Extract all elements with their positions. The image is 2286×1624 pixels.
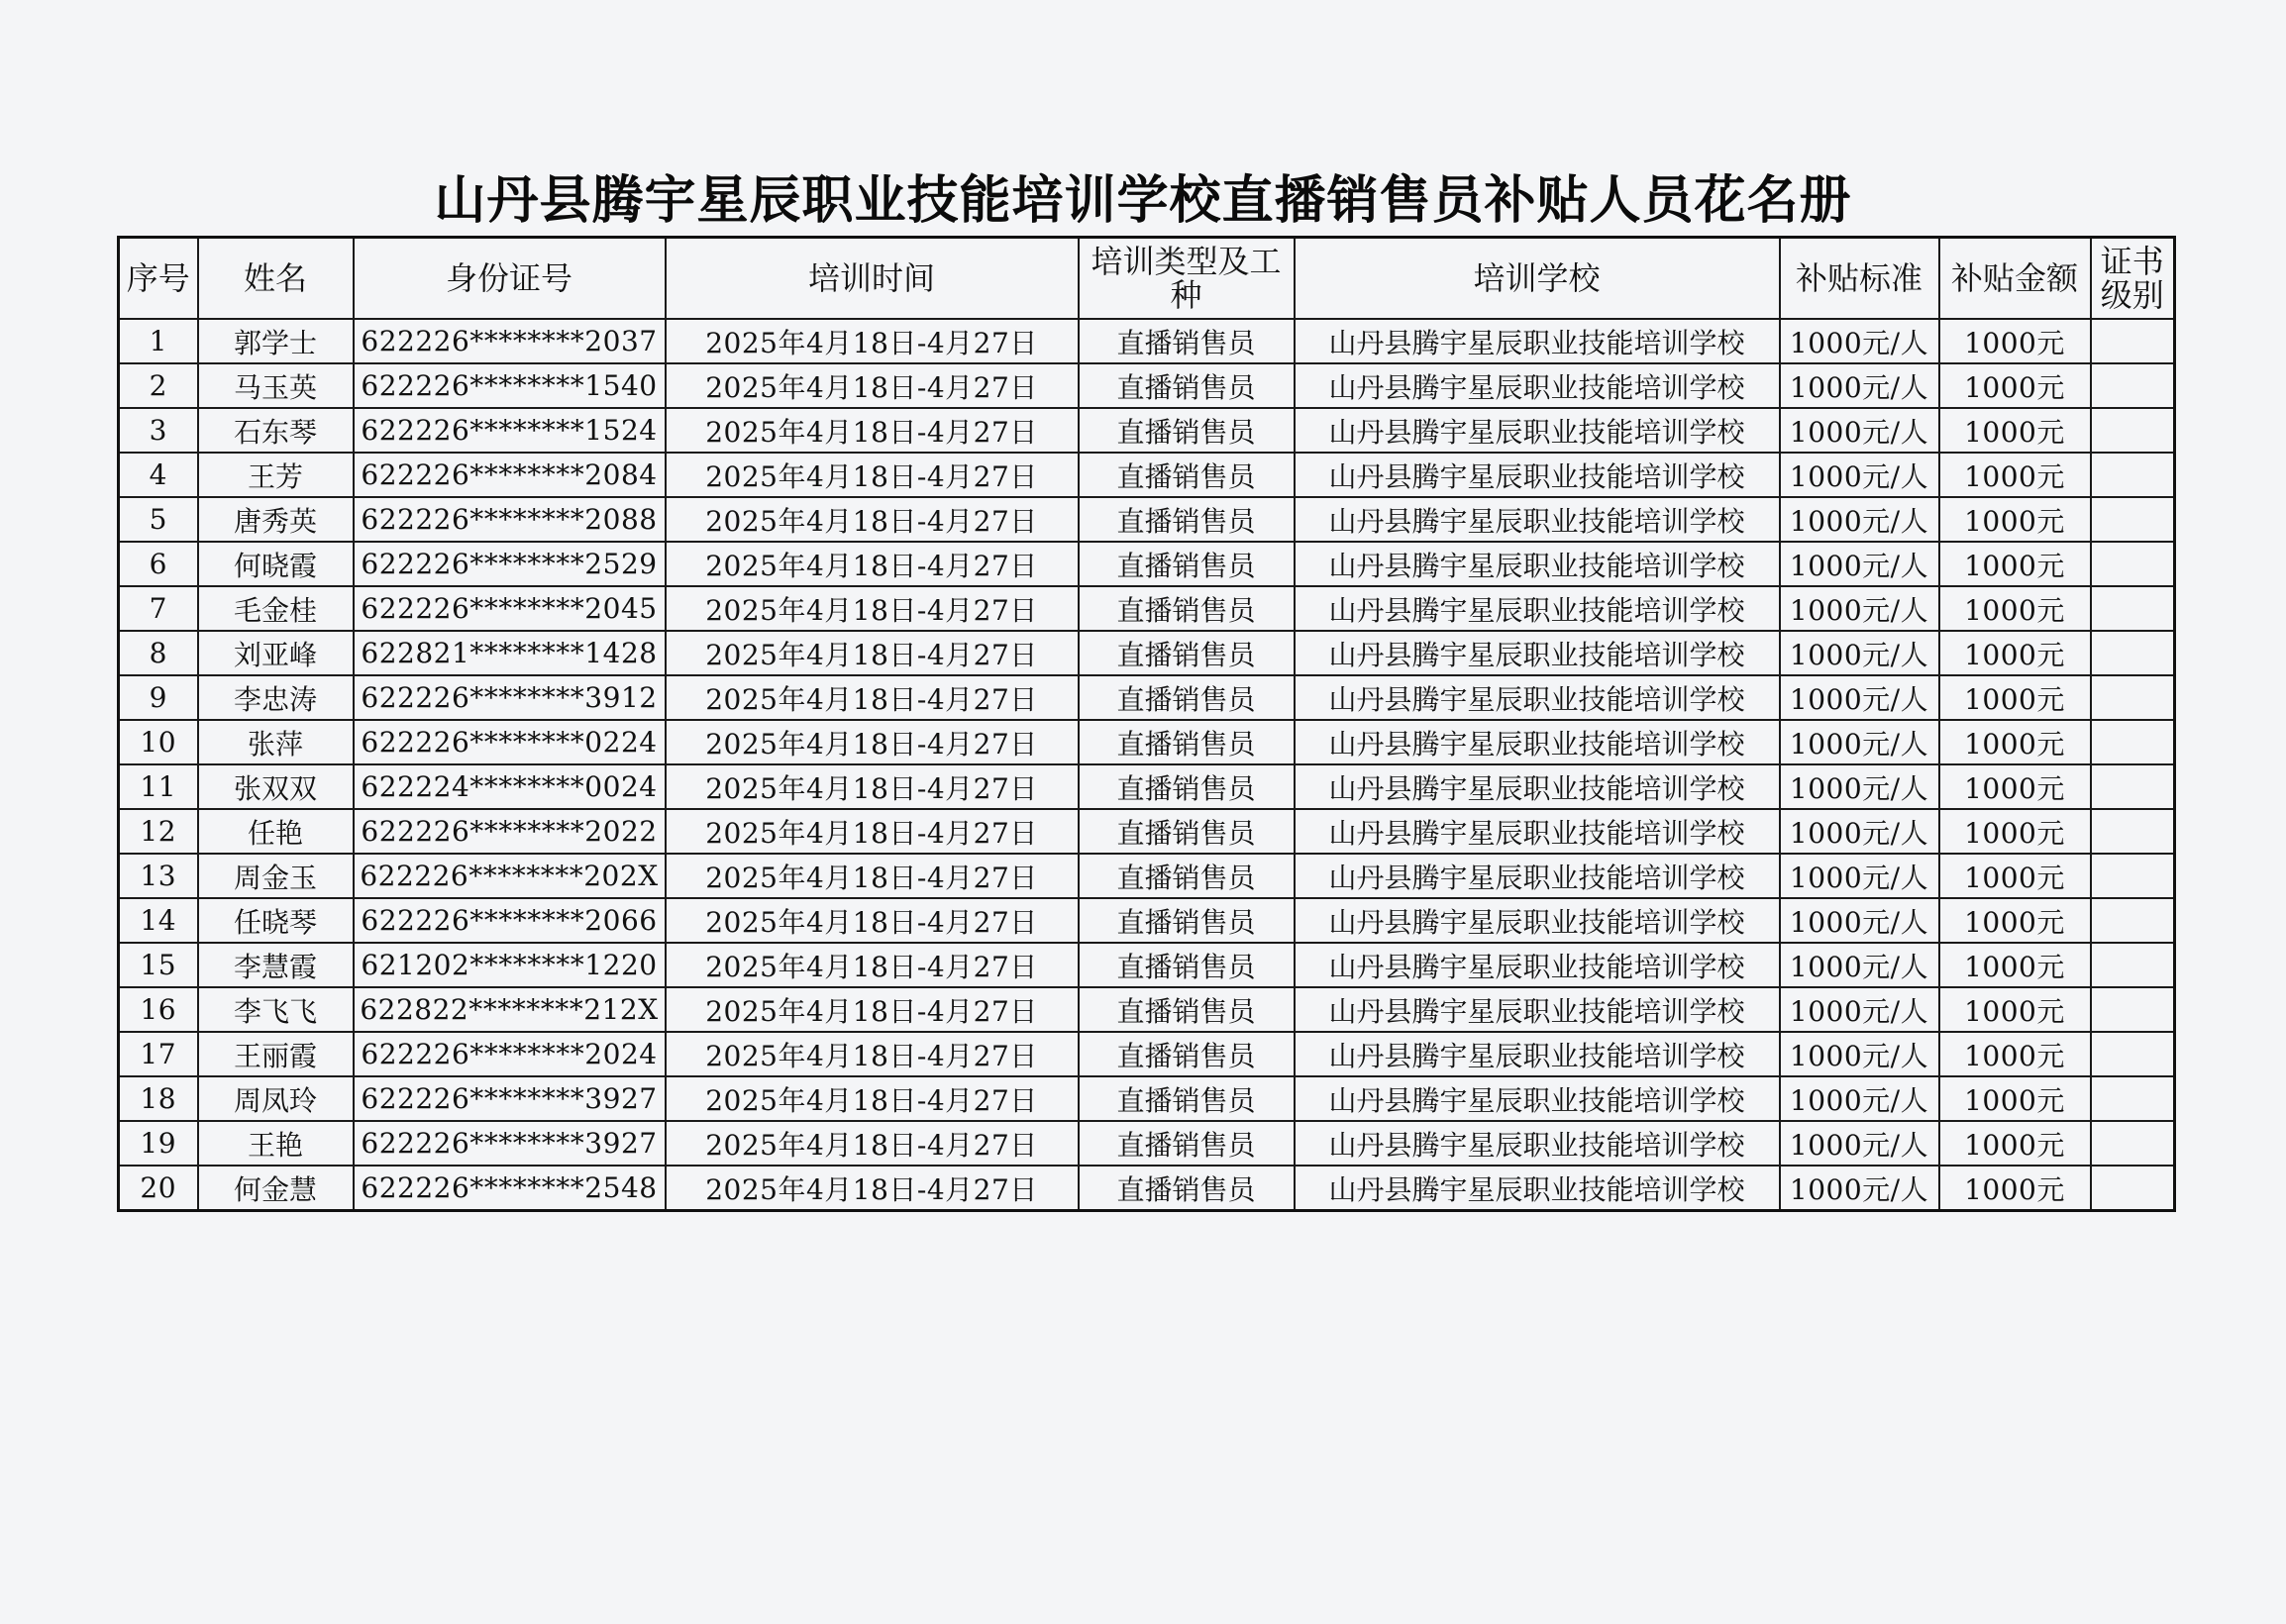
cell-seq: 9 xyxy=(119,675,198,720)
table-row xyxy=(119,987,2175,1032)
cell-training-time: 2025年4月18日-4月27日 xyxy=(666,542,1079,586)
cell-subsidy-amount: 1000元 xyxy=(1939,675,2091,720)
cell-certificate-level xyxy=(2091,764,2175,809)
cell-id-number: 622226********2084 xyxy=(354,453,666,497)
cell-training-type: 直播销售员 xyxy=(1079,363,1295,408)
cell-id-number: 622226********202X xyxy=(354,854,666,898)
cell-training-school: 山丹县腾宇星辰职业技能培训学校 xyxy=(1295,809,1780,854)
cell-subsidy-standard: 1000元/人 xyxy=(1780,987,1939,1032)
cell-seq: 18 xyxy=(119,1076,198,1121)
cell-training-time: 2025年4月18日-4月27日 xyxy=(666,809,1079,854)
cell-seq: 5 xyxy=(119,497,198,542)
cell-certificate-level xyxy=(2091,720,2175,764)
cell-training-type: 直播销售员 xyxy=(1079,809,1295,854)
cell-id-number: 622226********2045 xyxy=(354,586,666,631)
cell-training-time: 2025年4月18日-4月27日 xyxy=(666,1076,1079,1121)
cell-training-school: 山丹县腾宇星辰职业技能培训学校 xyxy=(1295,542,1780,586)
cell-name: 刘亚峰 xyxy=(198,631,354,675)
cell-subsidy-amount: 1000元 xyxy=(1939,542,2091,586)
header-seq: 序号 xyxy=(119,238,198,320)
cell-subsidy-standard: 1000元/人 xyxy=(1780,363,1939,408)
cell-certificate-level xyxy=(2091,319,2175,363)
cell-subsidy-amount: 1000元 xyxy=(1939,720,2091,764)
cell-seq: 4 xyxy=(119,453,198,497)
roster-table xyxy=(117,236,2176,1212)
header-training-type: 培训类型及工种 xyxy=(1079,238,1295,320)
cell-certificate-level xyxy=(2091,854,2175,898)
cell-seq: 10 xyxy=(119,720,198,764)
cell-subsidy-amount: 1000元 xyxy=(1939,854,2091,898)
table-row xyxy=(119,943,2175,987)
cell-name: 任艳 xyxy=(198,809,354,854)
cell-certificate-level xyxy=(2091,987,2175,1032)
table-row xyxy=(119,542,2175,586)
cell-name: 周金玉 xyxy=(198,854,354,898)
cell-name: 何金慧 xyxy=(198,1166,354,1211)
cell-training-type: 直播销售员 xyxy=(1079,854,1295,898)
cell-subsidy-amount: 1000元 xyxy=(1939,497,2091,542)
cell-name: 李慧霞 xyxy=(198,943,354,987)
cell-training-time: 2025年4月18日-4月27日 xyxy=(666,1166,1079,1211)
cell-name: 马玉英 xyxy=(198,363,354,408)
header-subsidy-amount: 补贴金额 xyxy=(1939,238,2091,320)
table-row xyxy=(119,854,2175,898)
cell-seq: 8 xyxy=(119,631,198,675)
cell-subsidy-amount: 1000元 xyxy=(1939,1076,2091,1121)
table-row xyxy=(119,586,2175,631)
cell-id-number: 622226********2022 xyxy=(354,809,666,854)
cell-id-number: 622821********1428 xyxy=(354,631,666,675)
cell-id-number: 622226********2088 xyxy=(354,497,666,542)
cell-training-type: 直播销售员 xyxy=(1079,1076,1295,1121)
cell-subsidy-amount: 1000元 xyxy=(1939,586,2091,631)
cell-training-type: 直播销售员 xyxy=(1079,453,1295,497)
cell-id-number: 622226********3927 xyxy=(354,1121,666,1166)
cell-training-type: 直播销售员 xyxy=(1079,943,1295,987)
cell-training-time: 2025年4月18日-4月27日 xyxy=(666,453,1079,497)
cell-name: 王芳 xyxy=(198,453,354,497)
cell-seq: 14 xyxy=(119,898,198,943)
cell-seq: 11 xyxy=(119,764,198,809)
cell-certificate-level xyxy=(2091,1121,2175,1166)
cell-training-school: 山丹县腾宇星辰职业技能培训学校 xyxy=(1295,987,1780,1032)
header-id-number: 身份证号 xyxy=(354,238,666,320)
cell-training-time: 2025年4月18日-4月27日 xyxy=(666,943,1079,987)
cell-name: 任晓琴 xyxy=(198,898,354,943)
header-row xyxy=(119,238,2175,320)
cell-training-time: 2025年4月18日-4月27日 xyxy=(666,319,1079,363)
cell-subsidy-amount: 1000元 xyxy=(1939,453,2091,497)
cell-id-number: 621202********1220 xyxy=(354,943,666,987)
cell-name: 张萍 xyxy=(198,720,354,764)
cell-id-number: 622226********3912 xyxy=(354,675,666,720)
cell-certificate-level xyxy=(2091,809,2175,854)
cell-certificate-level xyxy=(2091,1076,2175,1121)
cell-training-school: 山丹县腾宇星辰职业技能培训学校 xyxy=(1295,586,1780,631)
cell-id-number: 622226********1540 xyxy=(354,363,666,408)
cell-name: 王丽霞 xyxy=(198,1032,354,1076)
document-title: 山丹县腾宇星辰职业技能培训学校直播销售员补贴人员花名册 xyxy=(434,171,1852,231)
cell-training-time: 2025年4月18日-4月27日 xyxy=(666,898,1079,943)
cell-subsidy-standard: 1000元/人 xyxy=(1780,1121,1939,1166)
cell-training-school: 山丹县腾宇星辰职业技能培训学校 xyxy=(1295,898,1780,943)
cell-certificate-level xyxy=(2091,363,2175,408)
cell-id-number: 622224********0024 xyxy=(354,764,666,809)
cell-certificate-level xyxy=(2091,1166,2175,1211)
cell-certificate-level xyxy=(2091,675,2175,720)
cell-seq: 13 xyxy=(119,854,198,898)
cell-id-number: 622226********2037 xyxy=(354,319,666,363)
cell-certificate-level xyxy=(2091,586,2175,631)
cell-subsidy-amount: 1000元 xyxy=(1939,943,2091,987)
cell-training-school: 山丹县腾宇星辰职业技能培训学校 xyxy=(1295,1076,1780,1121)
cell-certificate-level xyxy=(2091,943,2175,987)
table-row xyxy=(119,631,2175,675)
table-row xyxy=(119,675,2175,720)
table-row xyxy=(119,809,2175,854)
cell-training-time: 2025年4月18日-4月27日 xyxy=(666,1032,1079,1076)
cell-subsidy-standard: 1000元/人 xyxy=(1780,408,1939,453)
cell-subsidy-amount: 1000元 xyxy=(1939,809,2091,854)
cell-id-number: 622226********3927 xyxy=(354,1076,666,1121)
cell-seq: 3 xyxy=(119,408,198,453)
cell-subsidy-amount: 1000元 xyxy=(1939,408,2091,453)
cell-name: 唐秀英 xyxy=(198,497,354,542)
cell-subsidy-standard: 1000元/人 xyxy=(1780,319,1939,363)
cell-subsidy-standard: 1000元/人 xyxy=(1780,809,1939,854)
header-certificate-level: 证书级别 xyxy=(2091,238,2175,320)
cell-seq: 1 xyxy=(119,319,198,363)
cell-seq: 15 xyxy=(119,943,198,987)
cell-training-school: 山丹县腾宇星辰职业技能培训学校 xyxy=(1295,497,1780,542)
table-row xyxy=(119,898,2175,943)
cell-subsidy-standard: 1000元/人 xyxy=(1780,631,1939,675)
cell-training-school: 山丹县腾宇星辰职业技能培训学校 xyxy=(1295,675,1780,720)
cell-training-time: 2025年4月18日-4月27日 xyxy=(666,1121,1079,1166)
cell-subsidy-standard: 1000元/人 xyxy=(1780,898,1939,943)
cell-subsidy-standard: 1000元/人 xyxy=(1780,854,1939,898)
cell-subsidy-amount: 1000元 xyxy=(1939,1166,2091,1211)
cell-seq: 6 xyxy=(119,542,198,586)
cell-training-type: 直播销售员 xyxy=(1079,987,1295,1032)
table-row xyxy=(119,764,2175,809)
cell-training-time: 2025年4月18日-4月27日 xyxy=(666,363,1079,408)
cell-name: 张双双 xyxy=(198,764,354,809)
cell-training-type: 直播销售员 xyxy=(1079,542,1295,586)
cell-subsidy-standard: 1000元/人 xyxy=(1780,453,1939,497)
cell-id-number: 622226********2529 xyxy=(354,542,666,586)
cell-subsidy-standard: 1000元/人 xyxy=(1780,764,1939,809)
cell-training-time: 2025年4月18日-4月27日 xyxy=(666,586,1079,631)
table-row xyxy=(119,408,2175,453)
cell-training-school: 山丹县腾宇星辰职业技能培训学校 xyxy=(1295,408,1780,453)
cell-subsidy-standard: 1000元/人 xyxy=(1780,1076,1939,1121)
cell-training-school: 山丹县腾宇星辰职业技能培训学校 xyxy=(1295,363,1780,408)
cell-name: 王艳 xyxy=(198,1121,354,1166)
cell-training-time: 2025年4月18日-4月27日 xyxy=(666,854,1079,898)
cell-training-time: 2025年4月18日-4月27日 xyxy=(666,764,1079,809)
header-training-school: 培训学校 xyxy=(1295,238,1780,320)
cell-training-type: 直播销售员 xyxy=(1079,319,1295,363)
cell-training-type: 直播销售员 xyxy=(1079,497,1295,542)
cell-training-time: 2025年4月18日-4月27日 xyxy=(666,497,1079,542)
cell-seq: 20 xyxy=(119,1166,198,1211)
cell-subsidy-amount: 1000元 xyxy=(1939,1121,2091,1166)
cell-training-type: 直播销售员 xyxy=(1079,675,1295,720)
cell-training-time: 2025年4月18日-4月27日 xyxy=(666,408,1079,453)
cell-subsidy-amount: 1000元 xyxy=(1939,898,2091,943)
table-row xyxy=(119,363,2175,408)
cell-subsidy-standard: 1000元/人 xyxy=(1780,1166,1939,1211)
cell-training-time: 2025年4月18日-4月27日 xyxy=(666,631,1079,675)
table-row xyxy=(119,1166,2175,1211)
cell-id-number: 622226********0224 xyxy=(354,720,666,764)
cell-id-number: 622822********212X xyxy=(354,987,666,1032)
cell-name: 周凤玲 xyxy=(198,1076,354,1121)
cell-subsidy-standard: 1000元/人 xyxy=(1780,943,1939,987)
cell-subsidy-amount: 1000元 xyxy=(1939,363,2091,408)
cell-certificate-level xyxy=(2091,542,2175,586)
header-name: 姓名 xyxy=(198,238,354,320)
cell-id-number: 622226********2024 xyxy=(354,1032,666,1076)
cell-certificate-level xyxy=(2091,408,2175,453)
cell-subsidy-standard: 1000元/人 xyxy=(1780,1032,1939,1076)
cell-name: 毛金桂 xyxy=(198,586,354,631)
cell-seq: 2 xyxy=(119,363,198,408)
cell-seq: 12 xyxy=(119,809,198,854)
cell-id-number: 622226********2548 xyxy=(354,1166,666,1211)
cell-certificate-level xyxy=(2091,453,2175,497)
cell-seq: 7 xyxy=(119,586,198,631)
header-subsidy-standard: 补贴标准 xyxy=(1780,238,1939,320)
cell-name: 李飞飞 xyxy=(198,987,354,1032)
cell-training-school: 山丹县腾宇星辰职业技能培训学校 xyxy=(1295,1121,1780,1166)
cell-name: 李忠涛 xyxy=(198,675,354,720)
cell-id-number: 622226********1524 xyxy=(354,408,666,453)
cell-training-type: 直播销售员 xyxy=(1079,720,1295,764)
cell-training-school: 山丹县腾宇星辰职业技能培训学校 xyxy=(1295,453,1780,497)
cell-certificate-level xyxy=(2091,631,2175,675)
cell-training-school: 山丹县腾宇星辰职业技能培训学校 xyxy=(1295,764,1780,809)
table-row xyxy=(119,319,2175,363)
cell-training-school: 山丹县腾宇星辰职业技能培训学校 xyxy=(1295,319,1780,363)
cell-name: 何晓霞 xyxy=(198,542,354,586)
table-row xyxy=(119,1121,2175,1166)
cell-training-type: 直播销售员 xyxy=(1079,1166,1295,1211)
cell-training-school: 山丹县腾宇星辰职业技能培训学校 xyxy=(1295,943,1780,987)
cell-training-type: 直播销售员 xyxy=(1079,631,1295,675)
cell-training-time: 2025年4月18日-4月27日 xyxy=(666,720,1079,764)
cell-training-school: 山丹县腾宇星辰职业技能培训学校 xyxy=(1295,854,1780,898)
cell-subsidy-standard: 1000元/人 xyxy=(1780,497,1939,542)
table-row xyxy=(119,720,2175,764)
cell-training-time: 2025年4月18日-4月27日 xyxy=(666,675,1079,720)
cell-id-number: 622226********2066 xyxy=(354,898,666,943)
cell-subsidy-amount: 1000元 xyxy=(1939,987,2091,1032)
header-training-time: 培训时间 xyxy=(666,238,1079,320)
roster-body xyxy=(119,319,2175,1211)
cell-training-type: 直播销售员 xyxy=(1079,408,1295,453)
cell-training-type: 直播销售员 xyxy=(1079,1032,1295,1076)
cell-training-school: 山丹县腾宇星辰职业技能培训学校 xyxy=(1295,720,1780,764)
cell-training-type: 直播销售员 xyxy=(1079,1121,1295,1166)
cell-training-type: 直播销售员 xyxy=(1079,586,1295,631)
cell-training-time: 2025年4月18日-4月27日 xyxy=(666,987,1079,1032)
cell-certificate-level xyxy=(2091,898,2175,943)
cell-certificate-level xyxy=(2091,497,2175,542)
cell-subsidy-amount: 1000元 xyxy=(1939,1032,2091,1076)
cell-seq: 17 xyxy=(119,1032,198,1076)
cell-subsidy-amount: 1000元 xyxy=(1939,764,2091,809)
cell-training-type: 直播销售员 xyxy=(1079,898,1295,943)
table-row xyxy=(119,1076,2175,1121)
cell-subsidy-standard: 1000元/人 xyxy=(1780,586,1939,631)
cell-training-type: 直播销售员 xyxy=(1079,764,1295,809)
cell-subsidy-standard: 1000元/人 xyxy=(1780,675,1939,720)
cell-training-school: 山丹县腾宇星辰职业技能培训学校 xyxy=(1295,1166,1780,1211)
cell-subsidy-standard: 1000元/人 xyxy=(1780,720,1939,764)
cell-name: 郭学士 xyxy=(198,319,354,363)
table-row xyxy=(119,453,2175,497)
cell-training-school: 山丹县腾宇星辰职业技能培训学校 xyxy=(1295,631,1780,675)
cell-seq: 16 xyxy=(119,987,198,1032)
cell-training-school: 山丹县腾宇星辰职业技能培训学校 xyxy=(1295,1032,1780,1076)
table-row xyxy=(119,1032,2175,1076)
cell-seq: 19 xyxy=(119,1121,198,1166)
cell-subsidy-amount: 1000元 xyxy=(1939,319,2091,363)
cell-subsidy-amount: 1000元 xyxy=(1939,631,2091,675)
cell-subsidy-standard: 1000元/人 xyxy=(1780,542,1939,586)
table-row xyxy=(119,497,2175,542)
cell-name: 石东琴 xyxy=(198,408,354,453)
cell-certificate-level xyxy=(2091,1032,2175,1076)
